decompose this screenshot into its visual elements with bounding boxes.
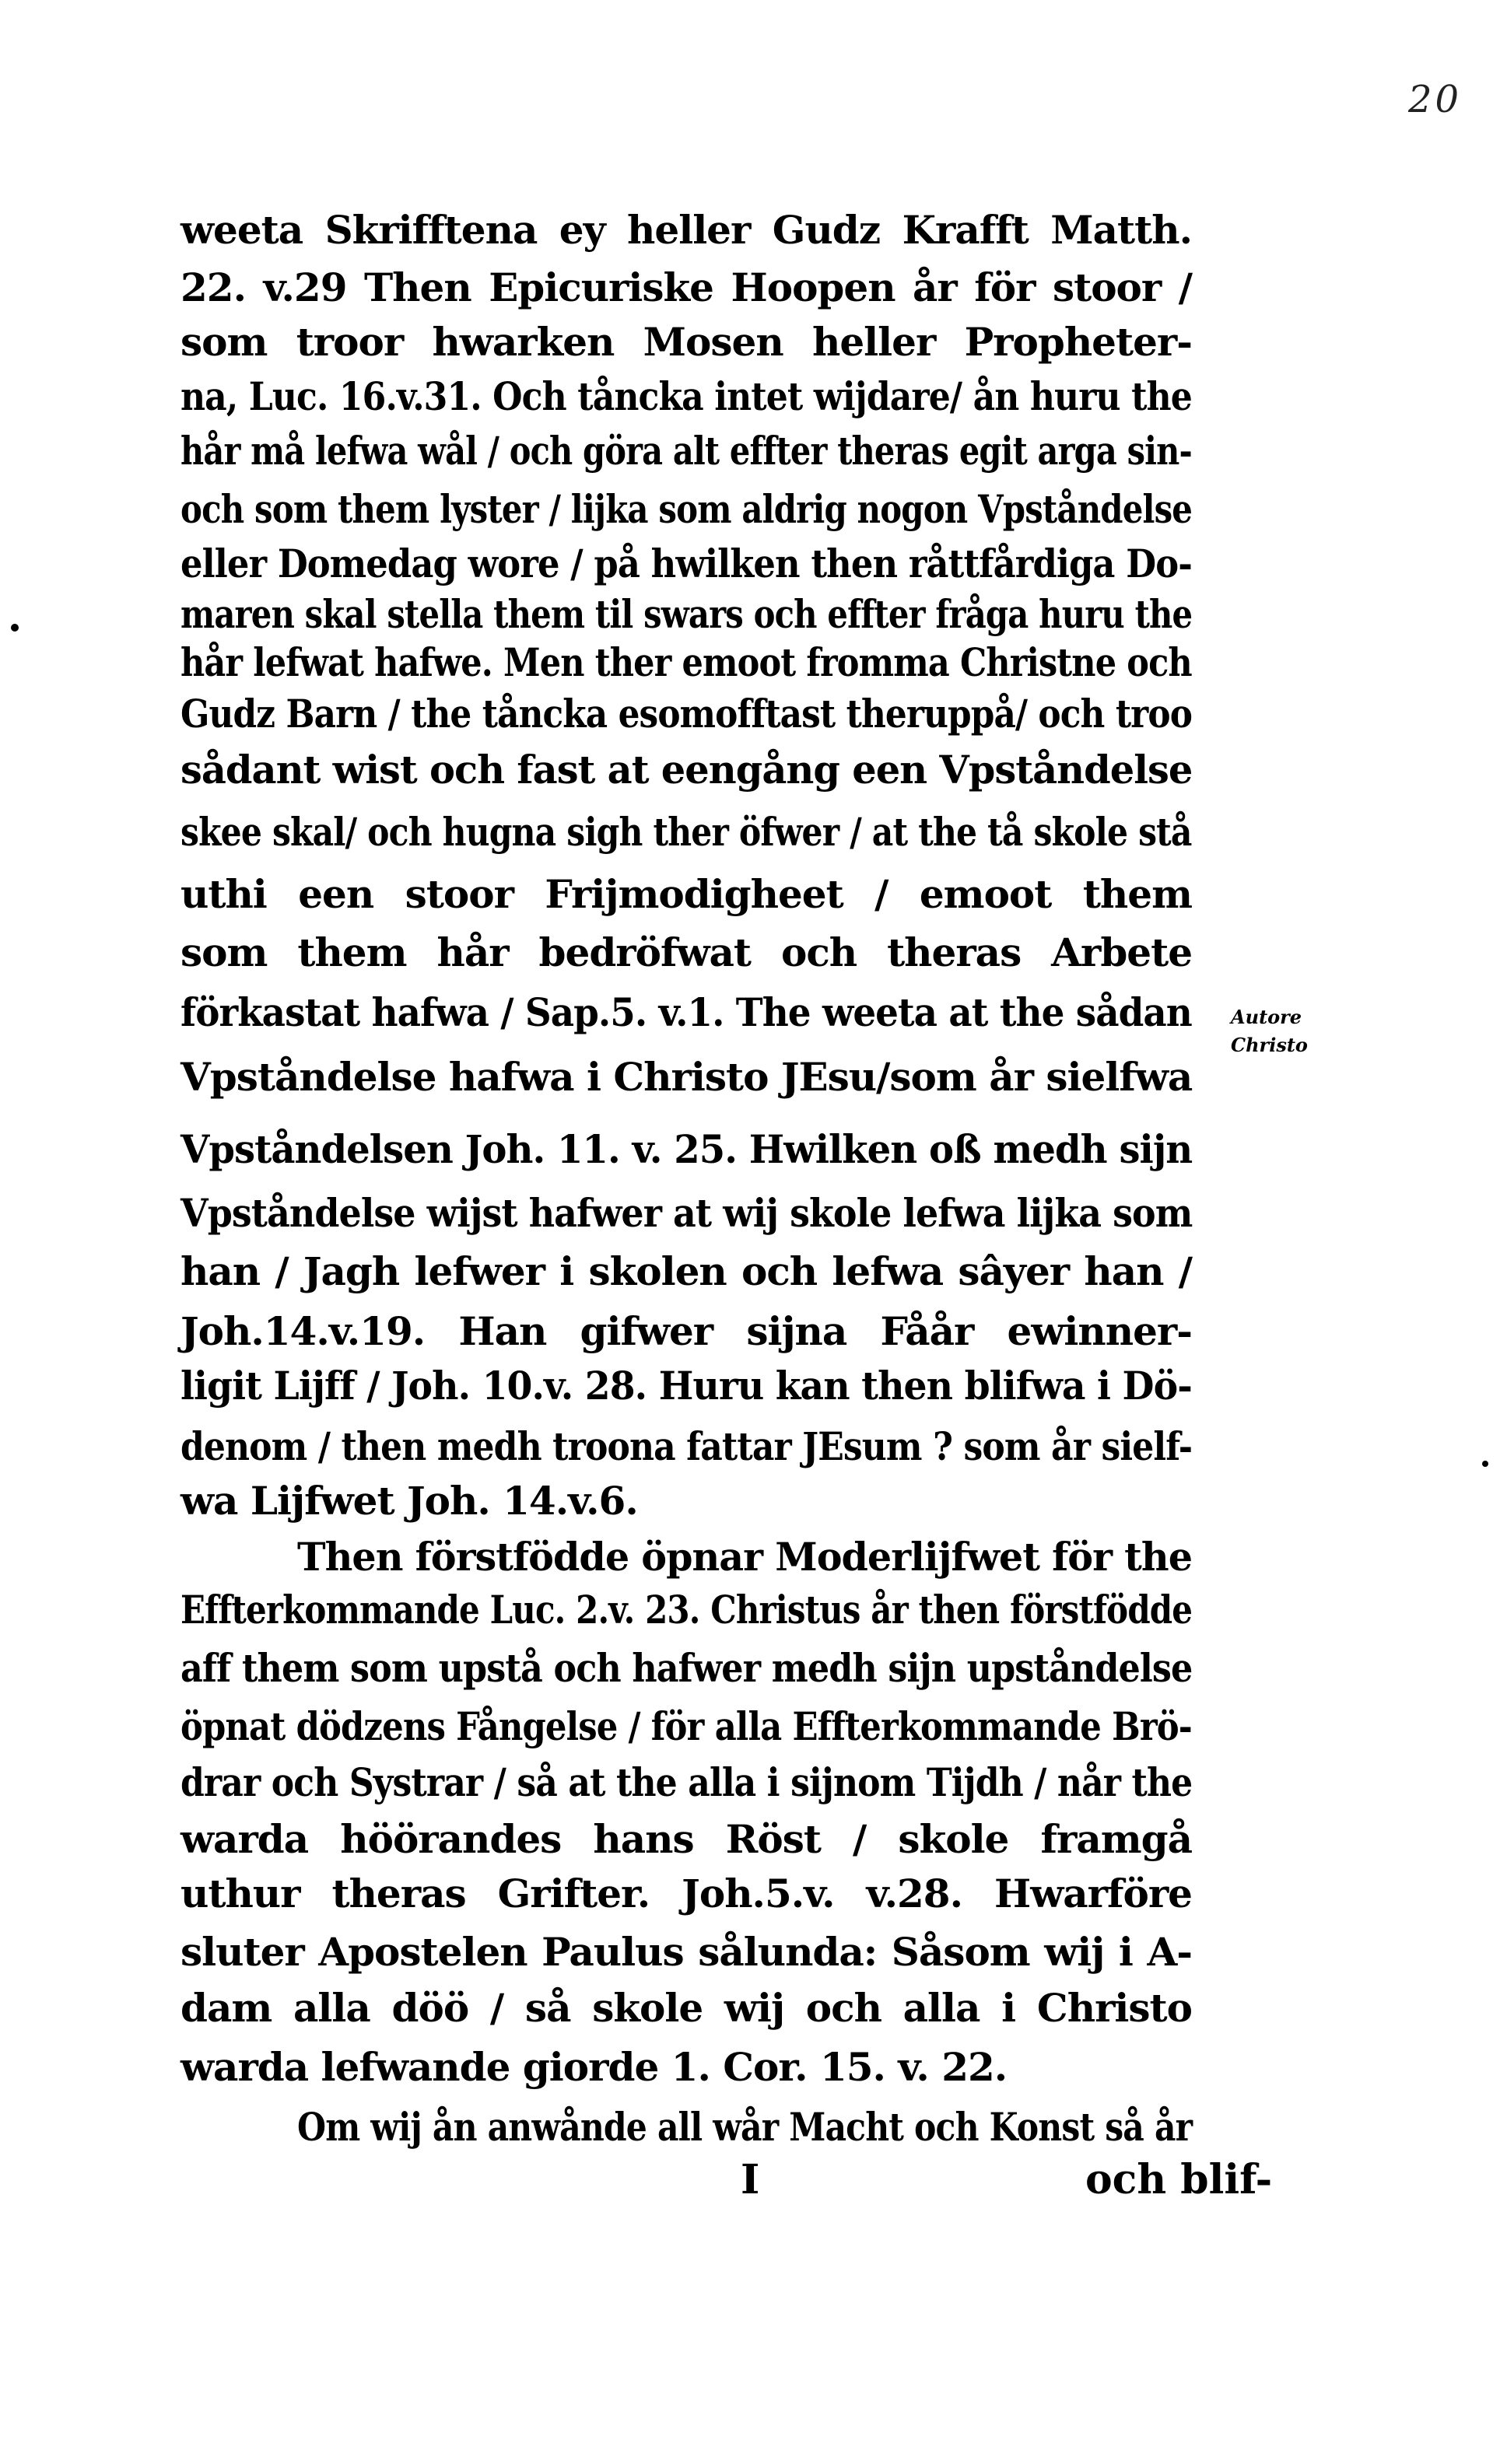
text-line: Vpståndelse hafwa i Christo JEsu/som år sielfwa bbox=[180, 1054, 1193, 1100]
text-line: uthur theras Grifter. Joh.5.v. v.28. Hwarföre bbox=[180, 1871, 1192, 1916]
text-line: hår lefwat hafwe. Men ther emoot fromma Christne och bbox=[180, 639, 1192, 685]
text-line: sådant wist och fast at eengång een Vpståndelse bbox=[180, 747, 1193, 793]
text-line: na, Luc. 16.v.31. Och tåncka intet wijdare/ ån huru the bbox=[180, 373, 1192, 419]
text-line: denom / then medh troona fattar JEsum ? som år sielf- bbox=[180, 1423, 1193, 1469]
text-line: aff them som upstå och hafwer medh sijn upståndelse bbox=[180, 1645, 1193, 1691]
text-line: han / Jagh lefwer i skolen och lefwa sâyer han / bbox=[180, 1248, 1192, 1294]
text-line: uthi een stoor Frijmodigheet / emoot them bbox=[180, 871, 1192, 917]
text-line: drar och Systrar / så at the alla i sijnom Tijdh / når the bbox=[180, 1759, 1193, 1805]
text-line: Om wij ån anwånde all wår Macht och Konst så år bbox=[297, 2104, 1193, 2150]
text-line: ligit Lijff / Joh. 10.v. 28. Huru kan then blifwa i Dö- bbox=[180, 1363, 1192, 1409]
text-line: warda höörandes hans Röst / skole framgå bbox=[180, 1816, 1192, 1862]
text-line: öpnat dödzens Fångelse / för alla Effterkommande Brö- bbox=[180, 1703, 1192, 1749]
text-line: Joh.14.v.19. Han gifwer sijna Fåår ewinner- bbox=[180, 1308, 1192, 1354]
ink-speck bbox=[1482, 1461, 1488, 1467]
text-line: weeta Skrifftena ey heller Gudz Krafft Matth. bbox=[180, 207, 1192, 253]
margin-note-line: Christo bbox=[1231, 1034, 1308, 1056]
margin-note bbox=[1231, 1003, 1308, 1059]
text-line: 22. v.29 Then Epicuriske Hoopen år för stoor / bbox=[180, 264, 1192, 310]
catchword: och blif- bbox=[1085, 2156, 1273, 2203]
signature-mark: I bbox=[741, 2156, 760, 2203]
text-line: Effterkommande Luc. 2.v. 23. Christus år then förstfödde bbox=[180, 1587, 1193, 1633]
text-line: och som them lyster / lijka som aldrig nogon Vpståndelse bbox=[180, 486, 1193, 532]
text-line: hår må lefwa wål / och göra alt effter theras egit arga sin- bbox=[180, 428, 1192, 474]
text-line: wa Lijfwet Joh. 14.v.6. bbox=[180, 1478, 638, 1524]
text-line: Gudz Barn / the tåncka esomofftast theruppå/ och troo bbox=[180, 691, 1193, 737]
ink-speck bbox=[11, 624, 19, 632]
text-line: som them hår bedröfwat och theras Arbete bbox=[180, 929, 1192, 975]
text-line: eller Domedag wore / på hwilken then råttfårdiga Do- bbox=[180, 541, 1192, 586]
text-line: sluter Apostelen Paulus sålunda: Såsom wij i A- bbox=[180, 1929, 1192, 1975]
text-line: Vpståndelsen Joh. 11. v. 25. Hwilken oß medh sijn bbox=[180, 1126, 1193, 1172]
page-number: 20 bbox=[1408, 78, 1463, 121]
text-line: förkastat hafwa / Sap.5. v.1. The weeta at the sådan bbox=[180, 989, 1192, 1035]
text-line: warda lefwande giorde 1. Cor. 15. v. 22. bbox=[180, 2044, 1008, 2090]
text-line: skee skal/ och hugna sigh ther öfwer / at the tå skole stå bbox=[180, 809, 1192, 855]
text-line: Vpståndelse wijst hafwer at wij skole lefwa lijka som bbox=[180, 1190, 1193, 1236]
text-line: dam alla döö / så skole wij och alla i Christo bbox=[180, 1985, 1192, 2031]
margin-note-line: Autore bbox=[1231, 1006, 1302, 1028]
text-line: som troor hwarken Mosen heller Propheter- bbox=[180, 319, 1192, 365]
text-line: Then förstfödde öpnar Moderlijfwet för the bbox=[297, 1534, 1193, 1580]
text-line: maren skal stella them til swars och effter fråga huru the bbox=[180, 591, 1193, 637]
